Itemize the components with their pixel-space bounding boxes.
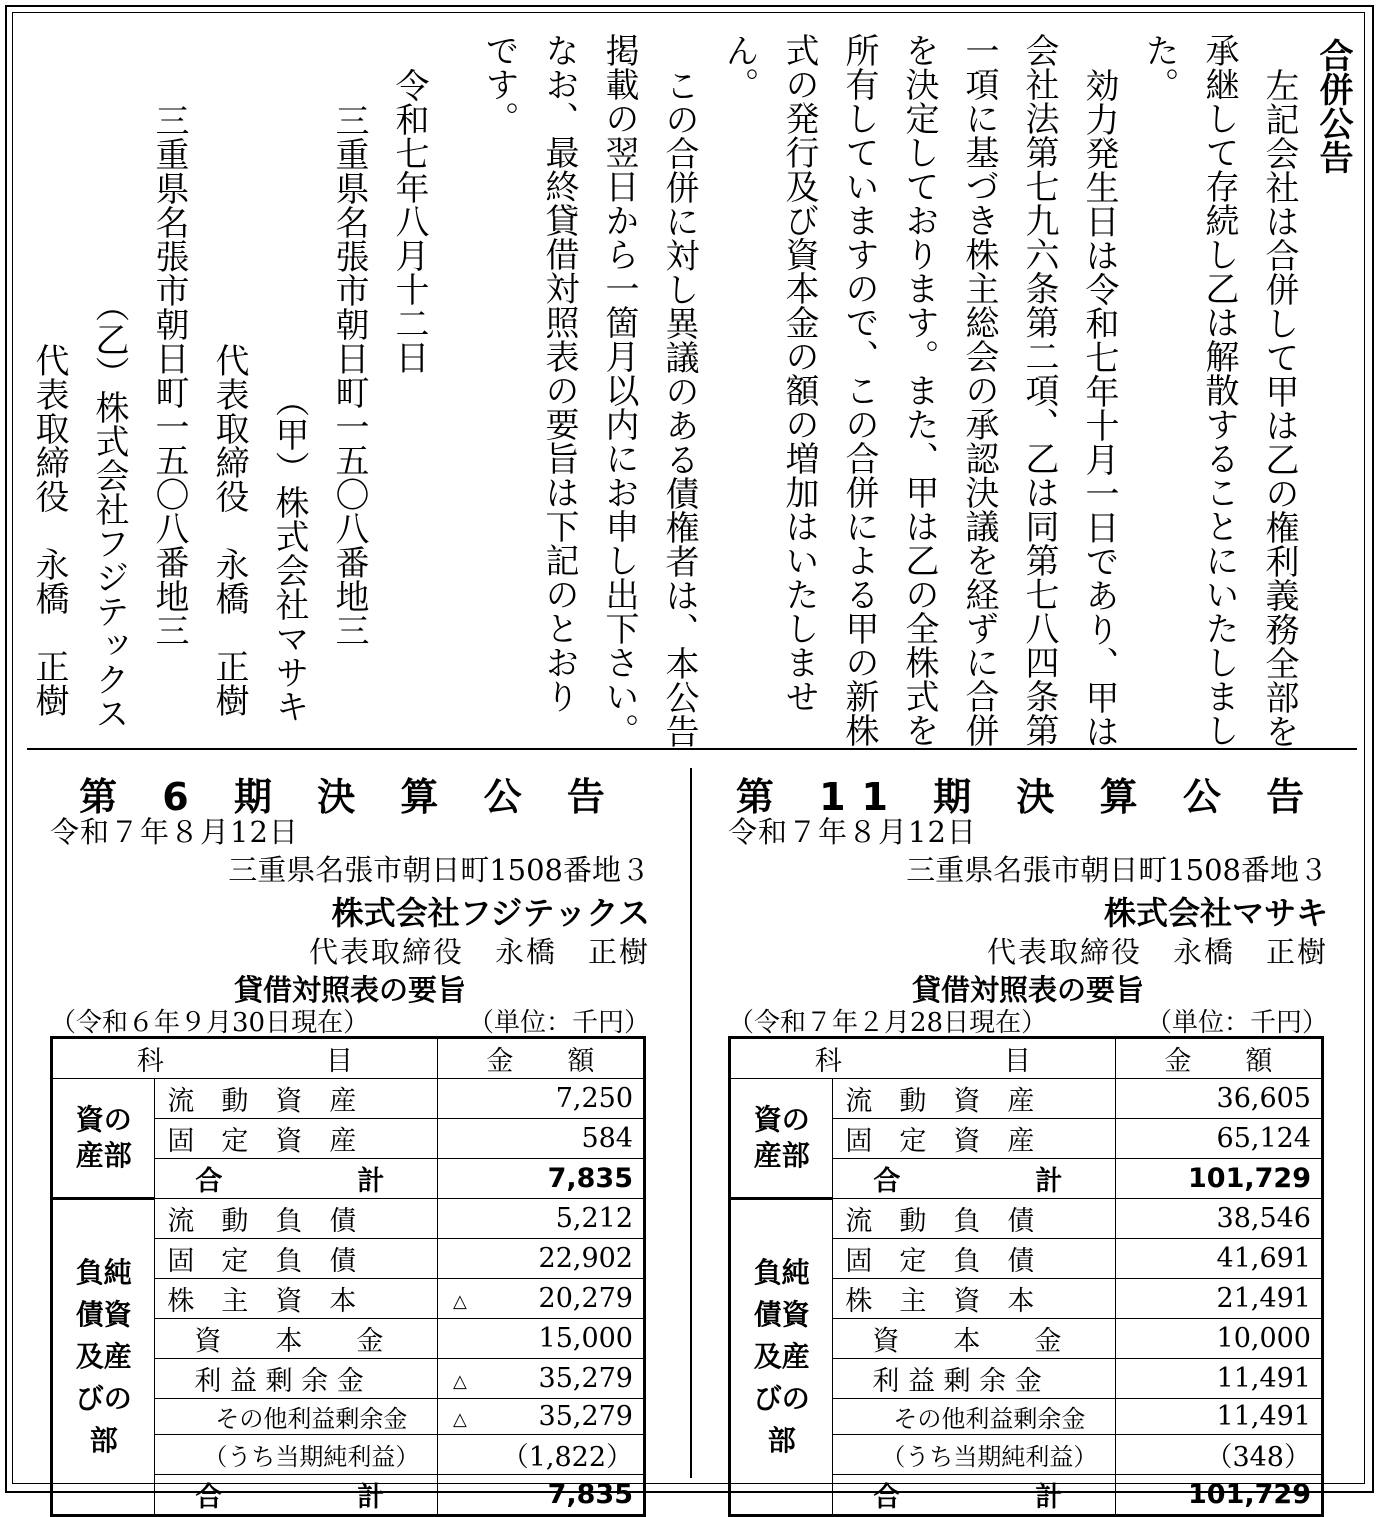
left-address: 三重県名張市朝日町1508番地３ (228, 853, 650, 887)
row-label: 利 益 剰 余 金 (155, 1359, 437, 1399)
assets-total: 7,835 (437, 1159, 644, 1199)
merger-line-14: です。 (479, 33, 519, 135)
row-label: （うち当期純利益） (155, 1435, 437, 1475)
merger-line-5: 会社法第七九六条第二項、乙は同第七八四条第 (1019, 33, 1059, 747)
merger-line-13: なお、最終貸借対照表の要旨は下記のとおり (539, 33, 579, 713)
assets-total-label: 合 計 (155, 1159, 437, 1199)
row-label: その他利益剰余金 (155, 1399, 437, 1435)
merger-rep-1: 代表取締役 永橋 正樹 (209, 343, 249, 717)
row-label: 固 定 資 産 (833, 1119, 1115, 1159)
row-value: 22,902 (538, 1243, 633, 1274)
merger-rep-2: 代表取締役 永橋 正樹 (29, 343, 69, 717)
right-balance-sheet (728, 1036, 1324, 1517)
merger-co-1: （甲）株式会社マサキ (269, 383, 309, 723)
merger-line-10: ん。 (719, 33, 759, 101)
merger-line-2: 承継して存続し乙は解散することにいたしまし (1199, 33, 1239, 747)
right-company: 株式会社マサキ (1103, 894, 1328, 932)
left-subtitle: 貸借対照表の要旨 (233, 973, 466, 1007)
merger-line-3: た。 (1139, 33, 1179, 101)
row-value: 11,491 (1216, 1401, 1311, 1432)
row-value: 5,212 (555, 1203, 633, 1234)
row-label: 資 本 金 (833, 1319, 1115, 1359)
row-value: 10,000 (1216, 1323, 1311, 1354)
assets-section-label: 資の産部 (75, 1103, 132, 1172)
row-value: 35,279 (538, 1401, 633, 1432)
row-label: （うち当期純利益） (833, 1435, 1115, 1475)
merger-line-8: 所有していますので、この合併による甲の新株 (839, 33, 879, 747)
negative-mark: △ (453, 1291, 467, 1312)
merger-title: 合併公告 (1313, 38, 1353, 174)
row-value: 11,491 (1216, 1363, 1311, 1394)
left-balance-sheet (50, 1036, 646, 1517)
left-title: 第 6 期 決 算 公 告 (79, 775, 621, 819)
merger-line-4: 効力発生日は令和七年十月一日であり、甲は (1079, 68, 1119, 748)
settlement-right (728, 760, 1328, 1513)
left-as-of: （令和６年９月30日現在） (50, 1008, 370, 1038)
left-unit: （単位：千円） (467, 1008, 650, 1038)
row-label: 資 本 金 (155, 1319, 437, 1359)
merger-line-12: 掲載の翌日から一箇月以内にお申し出下さい。 (599, 33, 639, 747)
merger-addr-2: 三重県名張市朝日町一五〇八番地三 (149, 103, 189, 647)
liab-total: 7,835 (437, 1475, 644, 1516)
liab-total-label: 合 計 (155, 1475, 437, 1516)
row-value: 7,250 (437, 1079, 644, 1119)
header-amount: 金 額 (1115, 1038, 1322, 1079)
merger-addr-1: 三重県名張市朝日町一五〇八番地三 (329, 103, 369, 647)
row-value: 21,491 (1216, 1283, 1311, 1314)
liabilities-section-label: 負純債資及産びの部 (75, 1256, 132, 1457)
row-label: 流 動 負 債 (155, 1199, 437, 1239)
row-value: 65,124 (1115, 1119, 1322, 1159)
negative-mark: △ (453, 1371, 467, 1392)
row-label: 株 主 資 本 (155, 1279, 437, 1319)
row-value: 20,279 (538, 1283, 633, 1314)
left-date: 令和７年８月12日 (50, 815, 299, 849)
column-divider (690, 768, 692, 1478)
right-as-of: （令和７年２月28日現在） (728, 1008, 1048, 1038)
merger-line-7: を決定しております。また、甲は乙の全株式を (899, 33, 939, 747)
merger-co-2: （乙）株式会社フジテックス (89, 288, 129, 730)
row-label: 流 動 負 債 (833, 1199, 1115, 1239)
row-value: 35,279 (538, 1363, 633, 1394)
row-label: 固 定 資 産 (155, 1119, 437, 1159)
section-divider (27, 748, 1357, 750)
liabilities-section-label: 負純債資及産びの部 (753, 1256, 810, 1457)
row-label: 固 定 負 債 (155, 1239, 437, 1279)
right-unit: （単位：千円） (1145, 1008, 1328, 1038)
row-value: 38,546 (1216, 1203, 1311, 1234)
row-label: 株 主 資 本 (833, 1279, 1115, 1319)
liab-total: 101,729 (1115, 1475, 1322, 1516)
row-label: 流 動 資 産 (833, 1079, 1115, 1119)
right-title: 第 11 期 決 算 公 告 (735, 775, 1321, 819)
merger-line-1: 左記会社は合併して甲は乙の権利義務全部を (1259, 68, 1299, 748)
right-address: 三重県名張市朝日町1508番地３ (906, 853, 1328, 887)
row-value: 36,605 (1115, 1079, 1322, 1119)
settlement-left (50, 760, 650, 1513)
assets-total: 101,729 (1115, 1159, 1322, 1199)
row-label: その他利益剰余金 (833, 1399, 1115, 1435)
negative-mark: △ (453, 1409, 467, 1430)
row-value: （348） (1205, 1442, 1311, 1473)
row-value: 584 (437, 1119, 644, 1159)
left-rep: 代表取締役 永橋 正樹 (308, 935, 650, 969)
merger-line-6: 一項に基づき株主総会の承認決議を経ずに合併 (959, 33, 999, 747)
merger-line-11: この合併に対し異議のある債権者は、本公告 (659, 68, 699, 748)
header-item: 科 目 (730, 1038, 1116, 1079)
assets-section-label: 資の産部 (753, 1103, 810, 1172)
liab-total-label: 合 計 (833, 1475, 1115, 1516)
row-value: （1,822） (501, 1442, 633, 1473)
row-label: 利 益 剰 余 金 (833, 1359, 1115, 1399)
right-date: 令和７年８月12日 (728, 815, 977, 849)
right-subtitle: 貸借対照表の要旨 (911, 973, 1144, 1007)
row-label: 固 定 負 債 (833, 1239, 1115, 1279)
assets-total-label: 合 計 (833, 1159, 1115, 1199)
row-label: 流 動 資 産 (155, 1079, 437, 1119)
merger-date: 令和七年八月十二日 (389, 68, 429, 374)
merger-line-9: 式の発行及び資本金の額の増加はいたしませ (779, 33, 819, 713)
row-value: 15,000 (538, 1323, 633, 1354)
header-item: 科 目 (52, 1038, 438, 1079)
left-company: 株式会社フジテックス (331, 894, 650, 932)
right-rep: 代表取締役 永橋 正樹 (986, 935, 1328, 969)
header-amount: 金 額 (437, 1038, 644, 1079)
row-value: 41,691 (1216, 1243, 1311, 1274)
